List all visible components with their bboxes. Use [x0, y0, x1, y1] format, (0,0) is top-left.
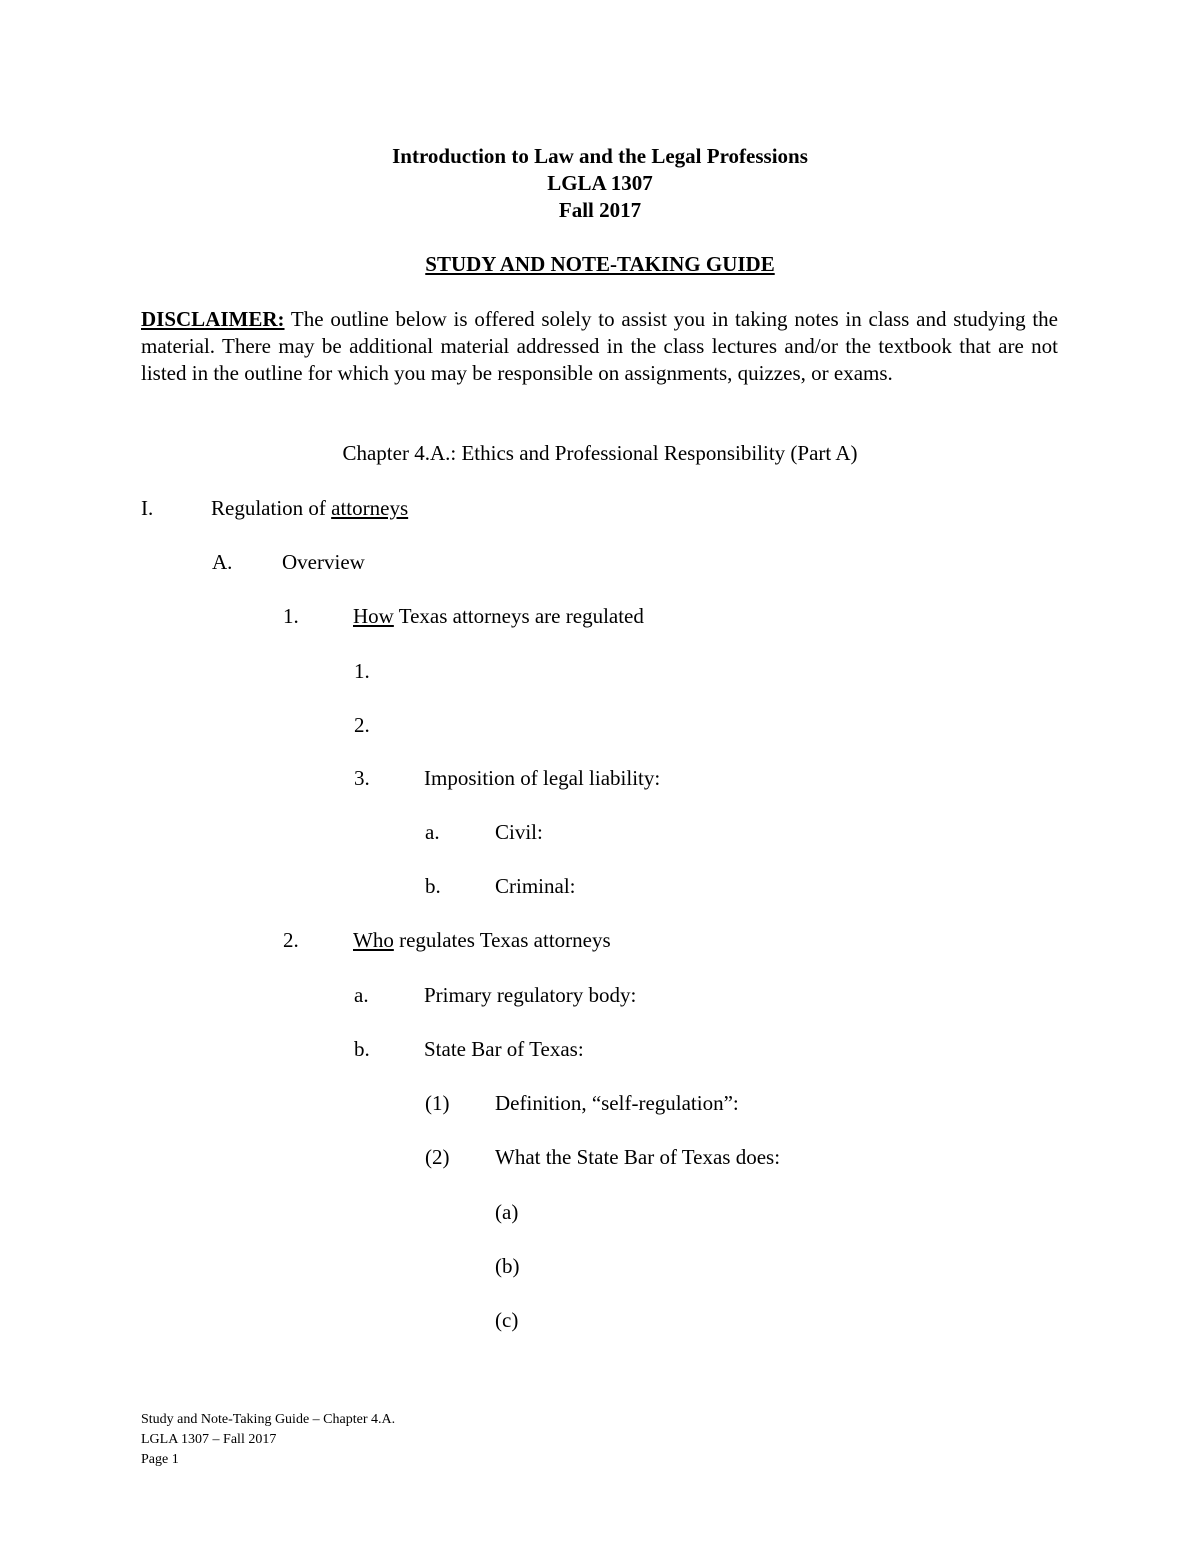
outline-text-pre: Regulation of	[211, 496, 332, 520]
outline-marker: A.	[212, 550, 233, 574]
outline-marker: I.	[141, 496, 154, 520]
chapter-heading: Chapter 4.A.: Ethics and Professional Responsibility (Part A)	[342, 441, 858, 465]
outline-text: Civil:	[495, 820, 543, 844]
document-title: Introduction to Law and the Legal Professions	[392, 144, 808, 168]
footer-guide-line: Study and Note-Taking Guide – Chapter 4.A.	[141, 1412, 396, 1427]
outline-marker: b.	[354, 1037, 370, 1061]
outline-text	[353, 927, 611, 954]
disclaimer-label: DISCLAIMER:	[141, 307, 285, 331]
disclaimer-paragraph	[141, 306, 1058, 387]
course-term: Fall 2017	[558, 198, 642, 222]
outline-marker: b.	[425, 874, 441, 898]
outline-marker: 3.	[354, 766, 370, 790]
outline-marker: (b)	[495, 1254, 520, 1278]
guide-title: STUDY AND NOTE-TAKING GUIDE	[425, 252, 775, 276]
footer-course-line: LGLA 1307 – Fall 2017	[141, 1432, 277, 1447]
course-code: LGLA 1307	[547, 171, 653, 195]
outline-marker: (2)	[425, 1145, 450, 1169]
outline-text-underlined: Who	[353, 928, 394, 952]
outline-marker: 2.	[283, 928, 299, 952]
outline-marker: (1)	[425, 1091, 450, 1115]
outline-marker: a.	[354, 983, 369, 1007]
outline-text: Overview	[282, 550, 365, 574]
outline-text: What the State Bar of Texas does:	[495, 1145, 781, 1169]
outline-text: State Bar of Texas:	[424, 1037, 584, 1061]
outline-marker: (a)	[495, 1200, 519, 1224]
outline-marker: 2.	[354, 713, 370, 737]
outline-marker: (c)	[495, 1308, 519, 1332]
outline-text	[211, 495, 408, 522]
outline-text-post: Texas attorneys are regulated	[393, 604, 644, 628]
outline-marker: 1.	[354, 659, 370, 683]
outline-marker: 1.	[283, 604, 299, 628]
outline-text-post: regulates Texas attorneys	[393, 928, 611, 952]
outline-text: Definition, “self-regulation”:	[495, 1091, 739, 1115]
outline-text-underlined: attorneys	[331, 496, 409, 520]
outline-text: Criminal:	[495, 874, 576, 898]
outline-text: Primary regulatory body:	[424, 983, 637, 1007]
footer-page-number: Page 1	[141, 1452, 179, 1467]
outline-text: Imposition of legal liability:	[424, 766, 661, 790]
outline-text	[353, 603, 644, 630]
disclaimer-text: The outline below is offered solely to assist you in taking notes in class and studying the material. There may be additional material addressed in the class lectures and/or the textbook that are not listed in the outline for which you may be responsible on assignments, quizzes, or exams.	[141, 307, 1059, 385]
outline-text-underlined: How	[353, 604, 394, 628]
page-footer	[141, 1410, 395, 1470]
outline-marker: a.	[425, 820, 440, 844]
